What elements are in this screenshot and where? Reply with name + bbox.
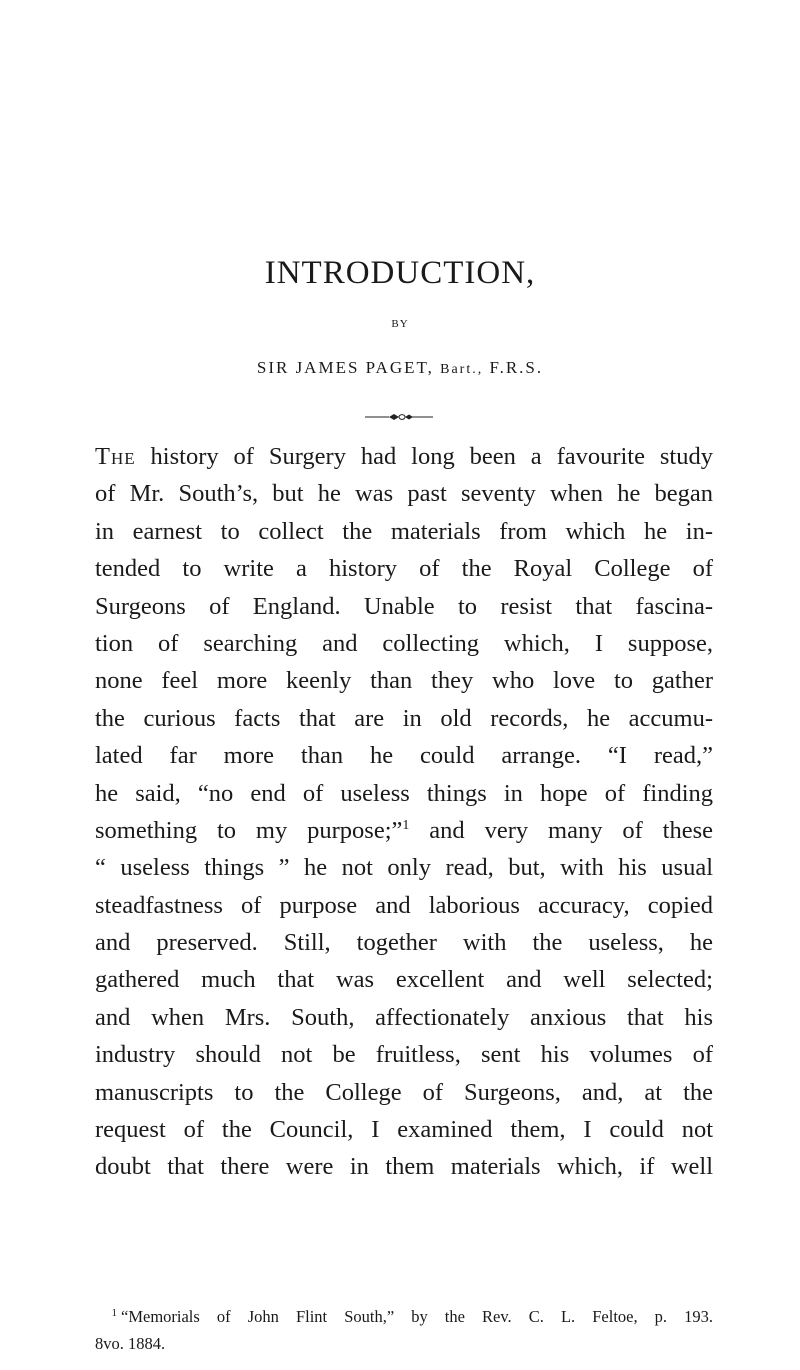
text-line: steadfastness of purpose and laborious accuracy, copied (95, 891, 713, 919)
text-line: lated far more than he could arrange. “I read,” (95, 742, 713, 770)
text-line: he said, “no end of useless things in hope of finding (95, 779, 713, 807)
text-line: The history of Surgery had long been a favourite study (95, 443, 713, 470)
text-line: in earnest to collect the materials from which he in- (95, 517, 713, 545)
footnote-line: $^1$ “Memorials of John Flint South,” by the Rev. C. L. Feltoe, p. 193. (111, 1306, 713, 1326)
author-name: SIR JAMES PAGET, (256, 358, 434, 377)
text-line: industry should not be fruitless, sent his volumes of (95, 1041, 713, 1069)
author-title: Bart., (440, 362, 484, 377)
text-line: of Mr. South’s, but he was past seventy when he began (95, 480, 713, 508)
text-line: tended to write a history of the Royal College of (95, 555, 713, 583)
text-line: doubt that there were in them materials which, if well (95, 1153, 713, 1181)
opening-word: The (95, 443, 136, 470)
text-line: the curious facts that are in old records, he accumu- (95, 704, 713, 732)
footnote-line: 8vo. 1884. (95, 1334, 166, 1353)
byline-by: BY (391, 318, 409, 330)
text-line: something to my purpose;”$^1$ and very many of these (95, 816, 713, 844)
text-line: request of the Council, I examined them, I could not (95, 1116, 713, 1144)
text-line: tion of searching and collecting which, I suppose, (95, 629, 713, 657)
text-line: “ useless things ” he not only read, but, with his usual (95, 854, 713, 882)
text-line: gathered much that was excellent and well selected; (95, 966, 713, 994)
author-honours: F.R.S. (489, 358, 544, 377)
divider-ornament-icon (365, 413, 433, 421)
text-line: none feel more keenly than they who love to gather (95, 667, 713, 695)
body-paragraph (95, 438, 713, 1186)
footnote-reference[interactable]: 1 (402, 817, 410, 833)
text-line: manuscripts to the College of Surgeons, and, at the (95, 1078, 713, 1106)
author-line (0, 358, 800, 378)
chapter-title: INTRODUCTION, (264, 255, 536, 291)
text-line: and preserved. Still, together with the useless, he (95, 929, 713, 957)
footnote-mark: 1 (111, 1306, 117, 1319)
text-line: and when Mrs. South, affectionately anxious that his (95, 1003, 713, 1031)
text-line: Surgeons of England. Unable to resist that fascina- (95, 592, 713, 620)
footnote (95, 1303, 713, 1357)
